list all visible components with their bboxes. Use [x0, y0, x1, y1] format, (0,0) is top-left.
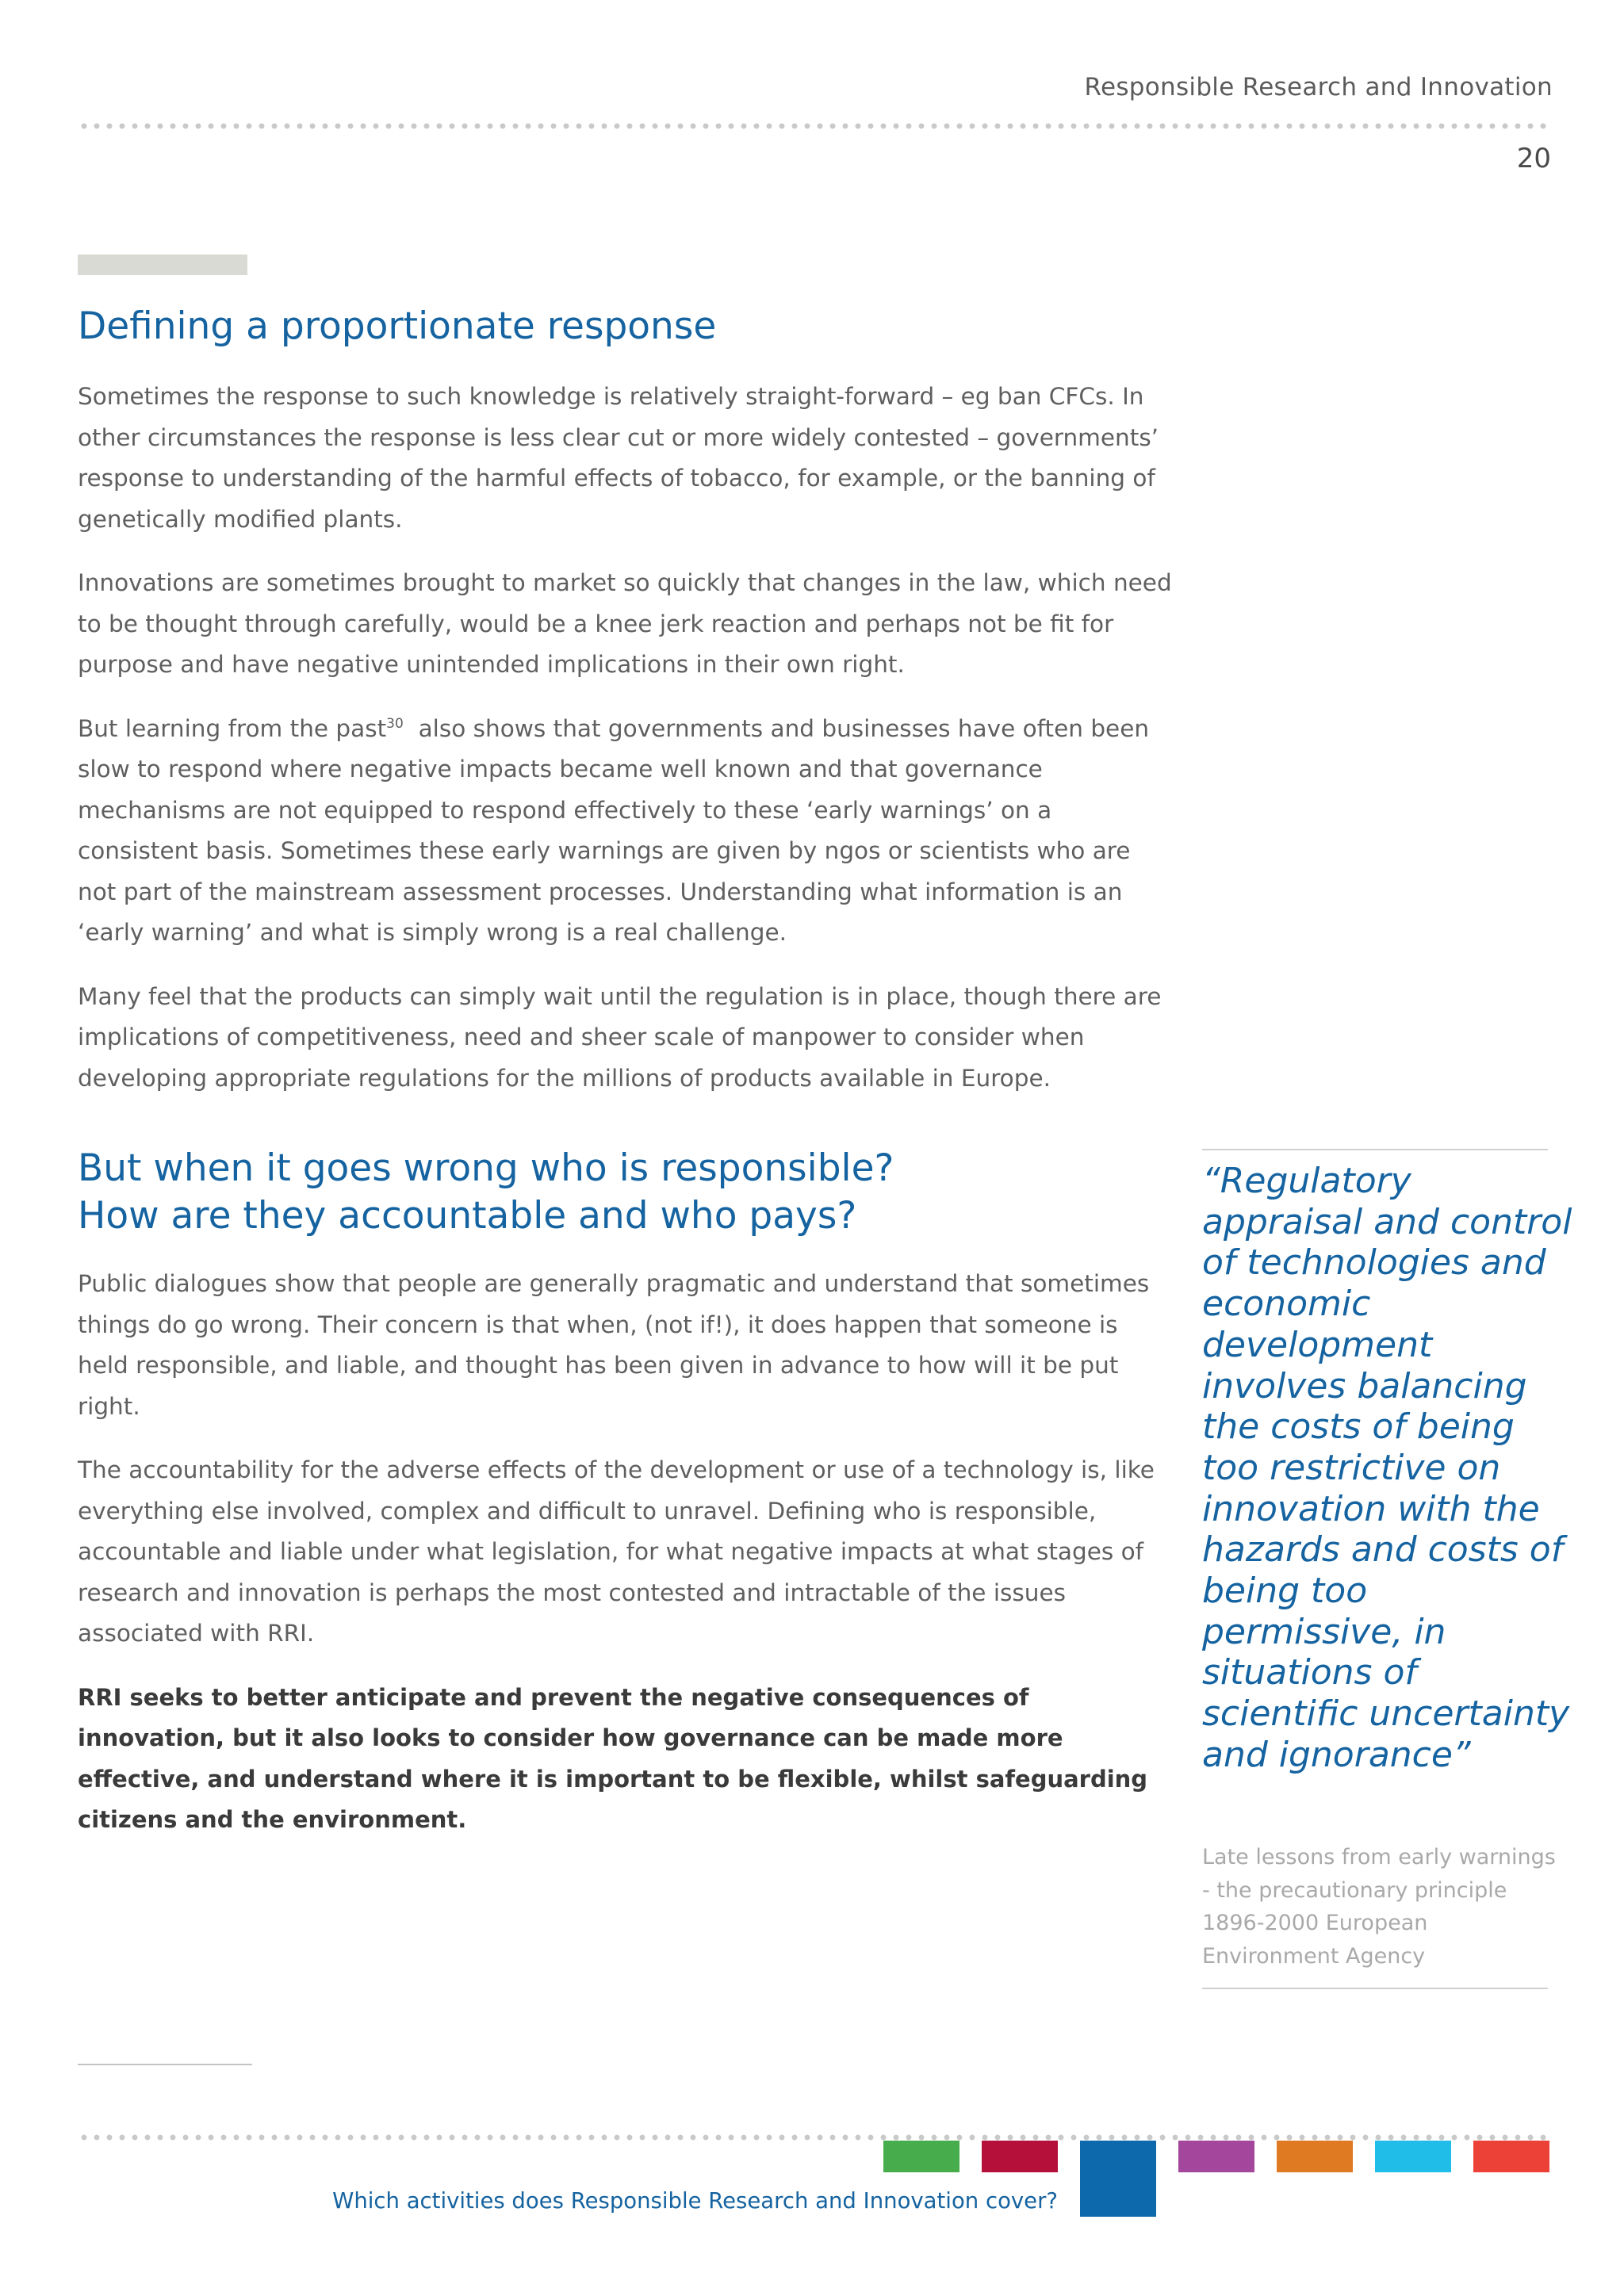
section2-body	[78, 1264, 1172, 1864]
footer-dotted-rule	[78, 2134, 1553, 2141]
paragraph: Sometimes the response to such knowledge is relatively straight-forward – eg ban CFCs. In other circumstances the response is less clear cut or more widely contested – governments’ response to understanding of the harmful effects of tobacco, for example, or the banning of genetically modified plants.	[78, 383, 1159, 533]
page-number: 20	[1516, 143, 1551, 174]
section-nav-tile[interactable]	[1178, 2141, 1254, 2172]
section-heading-responsibility	[78, 1145, 894, 1240]
pull-quote-top-rule	[1202, 1149, 1548, 1150]
section-nav-tile[interactable]	[982, 2141, 1058, 2172]
paragraph: Innovations are sometimes brought to market so quickly that changes in the law, which need to be thought through carefully, would be a knee jerk reaction and perhaps not be fit for purpose and have negative unintended implications in their own right.	[78, 569, 1172, 678]
section-nav-tile-active[interactable]	[1080, 2141, 1156, 2217]
pull-quote-source: Late lessons from early warnings - the precautionary principle 1896-2000 European Environment Agency	[1202, 1845, 1556, 1969]
paragraph: The accountability for the adverse effects of the development or use of a technology is, like everything else involved, complex and difficult to unravel. Defining who is responsible, accountable and liable under what legislation, for what negative impacts at what stages of research and innovation is perhaps the most contested and intractable of the issues associated with RRI.	[78, 1456, 1155, 1647]
running-header-title: Responsible Research and Innovation	[1084, 73, 1553, 101]
header-dotted-rule	[78, 123, 1553, 129]
footer-section-link[interactable]: Which activities does Responsible Research and Innovation cover?	[332, 2188, 1058, 2214]
footnote-rule	[78, 2064, 252, 2065]
heading-line: But when it goes wrong who is responsible?	[78, 1146, 894, 1190]
footnote-reference[interactable]: 30	[386, 715, 404, 732]
paragraph: Many feel that the products can simply wait until the regulation is in place, though there are implications of competitiveness, need and sheer scale of manpower to consider when developing appropriate regulations for the millions of products available in Europe.	[78, 982, 1162, 1092]
section-nav-tile[interactable]	[1277, 2141, 1353, 2172]
paragraph-lead: But learning from the past	[78, 714, 387, 742]
section-heading-proportionate-response: Defining a proportionate response	[78, 304, 717, 348]
section-marker-bar	[78, 254, 247, 275]
section-nav-tile[interactable]	[1375, 2141, 1451, 2172]
heading-line: How are they accountable and who pays?	[78, 1194, 857, 1238]
paragraph: Public dialogues show that people are generally pragmatic and understand that sometimes things do go wrong. Their concern is that when, (not if!), it does happen that someone is held responsible, and liable, and thought has been given in advance to how will it be put right.	[78, 1270, 1150, 1420]
pull-quote: “Regulatory appraisal and control of technologies and economic development involves balancing the costs of being too restrictive on innovation with the hazards and costs of being too permissive, in situations of scientific uncertainty and ignorance”	[1202, 1161, 1572, 1775]
paragraph	[78, 709, 1172, 954]
section1-body	[78, 377, 1172, 1122]
bold-paragraph: RRI seeks to better anticipate and prevent the negative consequences of innovation, but it also looks to consider how governance can be made more effective, and understand where it is important to be flexible, whilst safeguarding citizens and the environment.	[78, 1683, 1148, 1833]
section-nav-tile[interactable]	[1473, 2141, 1549, 2172]
pull-quote-bottom-rule	[1202, 1988, 1548, 1989]
paragraph-body: also shows that governments and businesses have often been slow to respond where negative impacts became well known and that governance mechanisms are not equipped to respond effectively to these ‘early warnings’ on a consistent basis. Sometimes these early warnings are given by ngos or scientists who are not part of the mainstream assessment processes. Understanding what information is an ‘early warning’ and what is simply wrong is a real challenge.	[78, 714, 1150, 946]
section-nav-tile[interactable]	[883, 2141, 959, 2172]
